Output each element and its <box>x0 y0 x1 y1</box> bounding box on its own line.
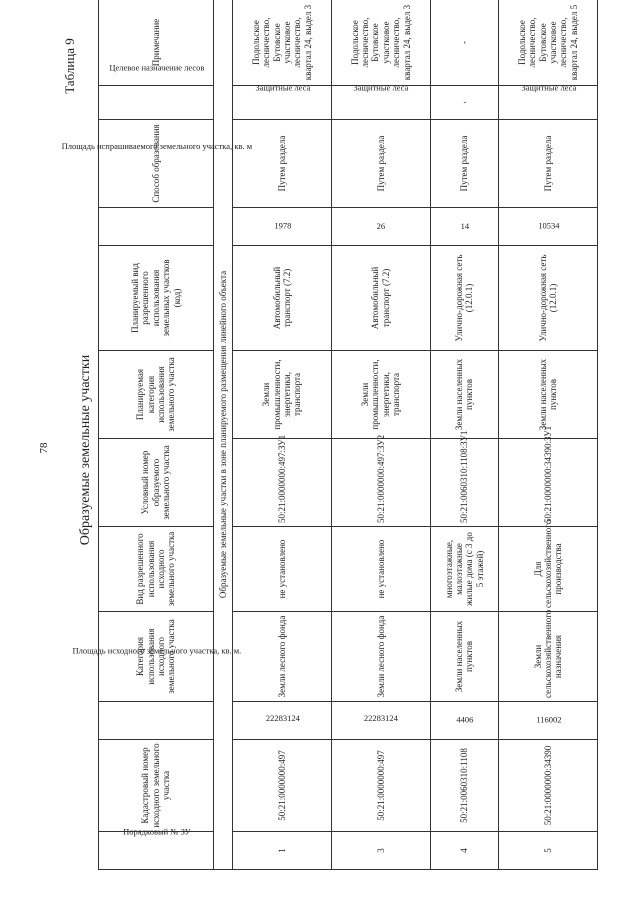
row-1-cell-4: Земли лесного фонда <box>233 612 332 702</box>
header-cell-4: Категория использования исходного земельного участка <box>99 612 214 702</box>
row-4-cell-6: 50:21:0000000:34390:ЗУ1 <box>499 439 598 527</box>
row-1-cell-6: 50:21:0000000:497:ЗУ1 <box>233 439 332 527</box>
row-1-area: 22283124 <box>265 713 300 724</box>
row-3-cell-11 <box>430 86 498 120</box>
header-cell-10: Способ образования <box>99 120 214 208</box>
row-1-cell-11 <box>233 82 332 120</box>
header-cell-5: Вид разрешенного использования исходного земельного участка <box>99 527 214 612</box>
row-2-area: 22283124 <box>364 713 399 724</box>
row-3-cell-1: 4 <box>430 832 498 870</box>
page-number: 78 <box>38 442 50 454</box>
row-2-cell-11 <box>331 82 430 120</box>
row-1-forest-purpose: Защитные леса <box>254 82 310 93</box>
row-3-cell-2: 50:21:0060310:1108 <box>430 740 498 832</box>
row-4-cell-10: Путем раздела <box>499 120 598 208</box>
section-title: Образуемые земельные участки в зоне планируемого размещения линейного объекта <box>214 0 233 870</box>
row-1-requested-area: 1978 <box>273 220 291 231</box>
row-4-requested-area: 10534 <box>537 220 560 231</box>
header-cell-1 <box>99 826 214 870</box>
row-4-cell-2: 50:21:0000000:34390 <box>499 740 598 832</box>
table-row <box>430 0 498 870</box>
row-4-cell-1: 5 <box>499 832 598 870</box>
row-2-cell-6: 50:21:0000000:497:ЗУ2 <box>331 439 430 527</box>
row-2-cell-12: Подольское лесничество, Бутовское участковое лесничество, квартал 24, выдел 3 <box>331 0 430 86</box>
row-3-cell-3 <box>430 702 498 740</box>
table-row <box>499 0 598 870</box>
header-cell-11 <box>99 62 214 120</box>
row-4-cell-7: Земли населенных пунктов <box>499 351 598 439</box>
row-3-cell-6: 50:21:0060310:1108:ЗУ1 <box>430 439 498 527</box>
header-label-1: Порядковый № ЗУ <box>122 826 191 837</box>
row-3-cell-10: Путем раздела <box>430 120 498 208</box>
header-label-9: Площадь испрашиваемого земельного участка, кв. м <box>61 140 252 151</box>
header-label-3: Площадь исходного земельного участка, кв. м. <box>72 645 241 656</box>
row-4-cell-11 <box>499 82 598 120</box>
row-4-area: 116002 <box>535 714 562 725</box>
row-1-cell-7: Земли промышленности, энергетики, транспорта <box>233 351 332 439</box>
row-4-cell-5: Для сельскохозяйственного производства <box>499 527 598 612</box>
row-1-cell-10: Путем раздела <box>233 120 332 208</box>
row-1-cell-3 <box>233 702 332 740</box>
row-1-cell-8: Автомобильный транспорт (7.2) <box>233 246 332 351</box>
row-3-cell-9 <box>430 208 498 246</box>
header-cell-7: Планируемая категория использования земельного участка <box>99 351 214 439</box>
row-3-requested-area: 14 <box>460 220 470 231</box>
row-2-cell-7: Земли промышленности, энергетики, транспорта <box>331 351 430 439</box>
section-row <box>214 0 233 870</box>
header-cell-2: Кадастровый номер исходного земельного участка <box>99 740 214 832</box>
row-3-cell-7: Земли населенных пунктов <box>430 351 498 439</box>
row-3-cell-8: Улично-дорожная сеть (12.0.1) <box>430 246 498 351</box>
header-cell-12: Примечание <box>99 0 214 86</box>
row-3-cell-12: - <box>430 0 498 86</box>
row-3-cell-5: многоэтажные, малоэтажные жилые дома (с 3 до 5 этажей) <box>430 527 498 612</box>
table-row <box>331 0 430 870</box>
row-2-cell-3 <box>331 702 430 740</box>
row-2-forest-purpose: Защитные леса <box>353 82 409 93</box>
header-cell-6: Условный номер образуемого земельного участка <box>99 439 214 527</box>
row-2-cell-9 <box>331 208 430 246</box>
row-1-cell-2: 50:21:0000000:497 <box>233 740 332 832</box>
row-4-cell-8: Улично-дорожная сеть (12.0.1) <box>499 246 598 351</box>
row-3-area: 4406 <box>456 714 474 725</box>
row-4-cell-9 <box>499 208 598 246</box>
row-1-cell-5: не установлено <box>233 527 332 612</box>
row-3-forest-purpose: - <box>463 96 467 107</box>
row-4-cell-12: Подольское лесничество, Бутовское участковое лесничество, квартал 24, выдел 5 <box>499 0 598 86</box>
row-1-cell-9 <box>233 208 332 246</box>
row-3-cell-4: Земли населенных пунктов <box>430 612 498 702</box>
row-4-cell-3 <box>499 702 598 740</box>
row-2-cell-1: 3 <box>331 832 430 870</box>
row-4-forest-purpose: Защитные леса <box>521 82 576 93</box>
row-2-cell-8: Автомобильный транспорт (7.2) <box>331 246 430 351</box>
row-2-cell-10: Путем раздела <box>331 120 430 208</box>
table-label: Таблица 9 <box>62 38 77 94</box>
row-2-cell-2: 50:21:0000000:497 <box>331 740 430 832</box>
row-2-cell-4: Земли лесного фонда <box>331 612 430 702</box>
header-cell-8: Планируемый вид разрешенного использования земельных участков (код) <box>99 246 214 351</box>
row-1-cell-1: 1 <box>233 832 332 870</box>
row-4-cell-4: Земли сельскохозяйственного назначения <box>499 612 598 702</box>
table-row <box>233 0 332 870</box>
header-row <box>99 0 214 870</box>
row-2-requested-area: 26 <box>377 220 386 231</box>
row-1-cell-12: Подольское лесничество, Бутовское участковое лесничество, квартал 24, выдел 3 <box>233 0 332 86</box>
header-label-11: Целевое назначение лесов <box>108 62 205 73</box>
document-title: Образуемые земельные участки <box>78 354 93 546</box>
row-2-cell-5: не установлено <box>331 527 430 612</box>
